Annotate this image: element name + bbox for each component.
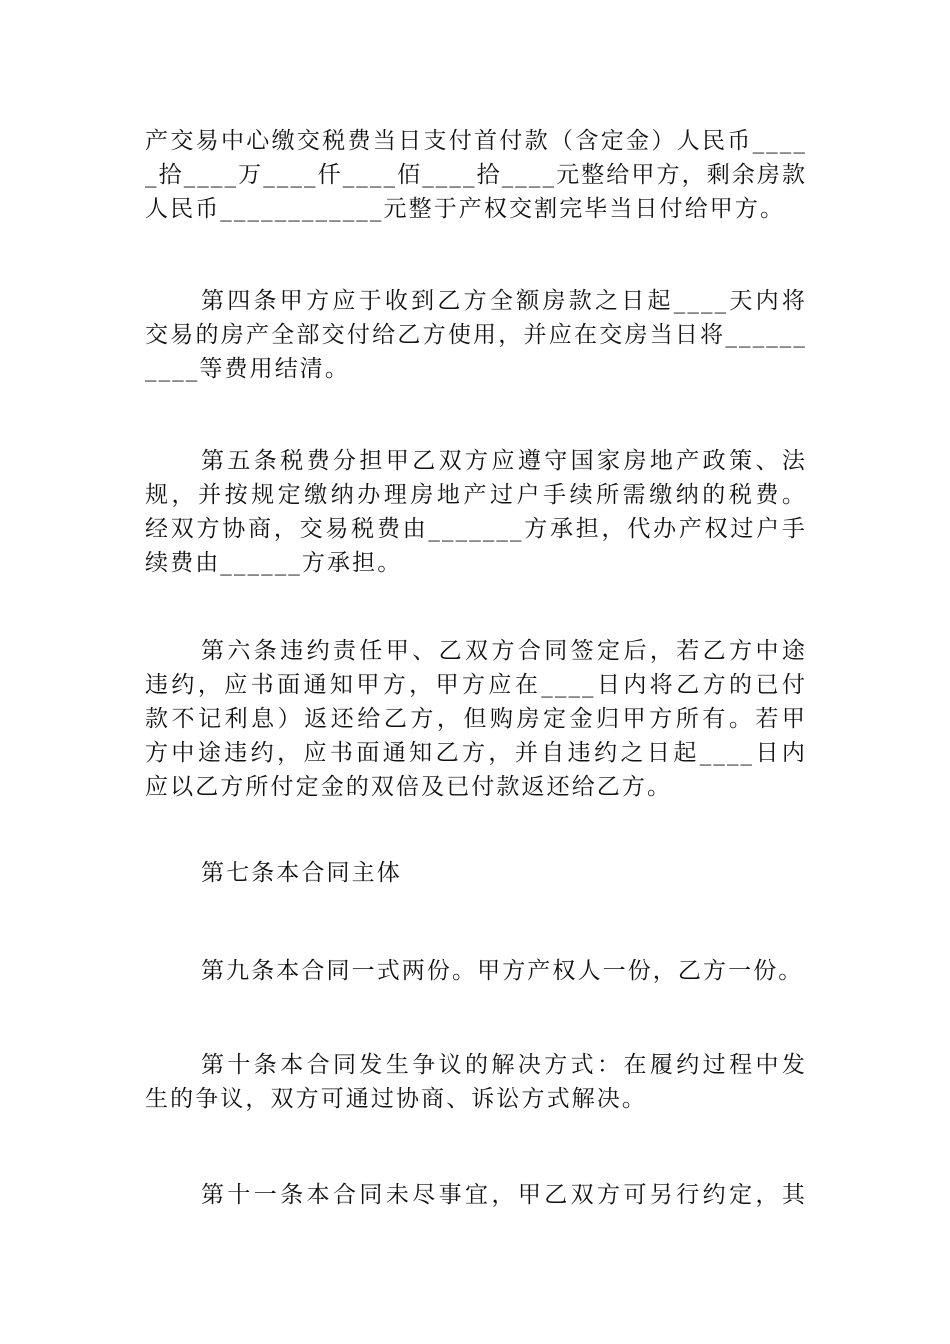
text-line: 第十条本合同发生争议的解决方式：在履约过程中发 [201,1052,807,1078]
text-line: 第十一条本合同未尽事宜，甲乙双方可另行约定，其 [201,1182,807,1208]
paragraph-article-11 [145,1178,807,1212]
text-line: 生的争议，双方可通过协商、诉讼方式解决。 [145,1086,647,1112]
text-line: 第六条违约责任甲、乙双方合同签定后，若乙方中途 [201,638,807,664]
paragraph-payment-terms [145,124,807,226]
paragraph-article-10 [145,1048,807,1116]
text-line: 规，并按规定缴纳办理房地产过户手续所需缴纳的税费。 [145,482,807,508]
paragraph-article-6 [145,634,807,804]
text-line: 第五条税费分担甲乙双方应遵守国家房地产政策、法 [201,448,807,474]
paragraph-article-5 [145,444,807,580]
text-line: 产交易中心缴交税费当日支付首付款（含定金）人民币____ [145,128,807,154]
text-line: 第四条甲方应于收到乙方全额房款之日起____天内将 [201,288,807,314]
text-line: _拾____万____仟____佰____拾____元整给甲方，剩余房款 [145,162,808,188]
text-line: 续费由______方承担。 [145,550,403,576]
text-line: 应以乙方所付定金的双倍及已付款返还给乙方。 [145,774,673,800]
text-line: 款不记利息）返还给乙方，但购房定金归甲方所有。若甲 [145,706,807,732]
text-line: 经双方协商，交易税费由_______方承担，代办产权过户手 [145,516,807,542]
paragraph-article-7 [145,856,807,890]
text-line: ____等费用结清。 [145,356,350,382]
text-line: 方中途违约，应书面通知乙方，并自违约之日起____日内 [145,740,807,766]
paragraph-article-4 [145,284,807,386]
text-line: 第七条本合同主体 [201,860,402,886]
text-line: 第九条本合同一式两份。甲方产权人一份，乙方一份。 [201,958,804,984]
text-line: 违约，应书面通知甲方，甲方应在____日内将乙方的已付 [145,672,807,698]
paragraph-article-9 [145,954,807,988]
text-line: 交易的房产全部交付给乙方使用，并应在交房当日将______ [145,322,807,348]
text-line: 人民币____________元整于产权交割完毕当日付给甲方。 [145,196,786,222]
